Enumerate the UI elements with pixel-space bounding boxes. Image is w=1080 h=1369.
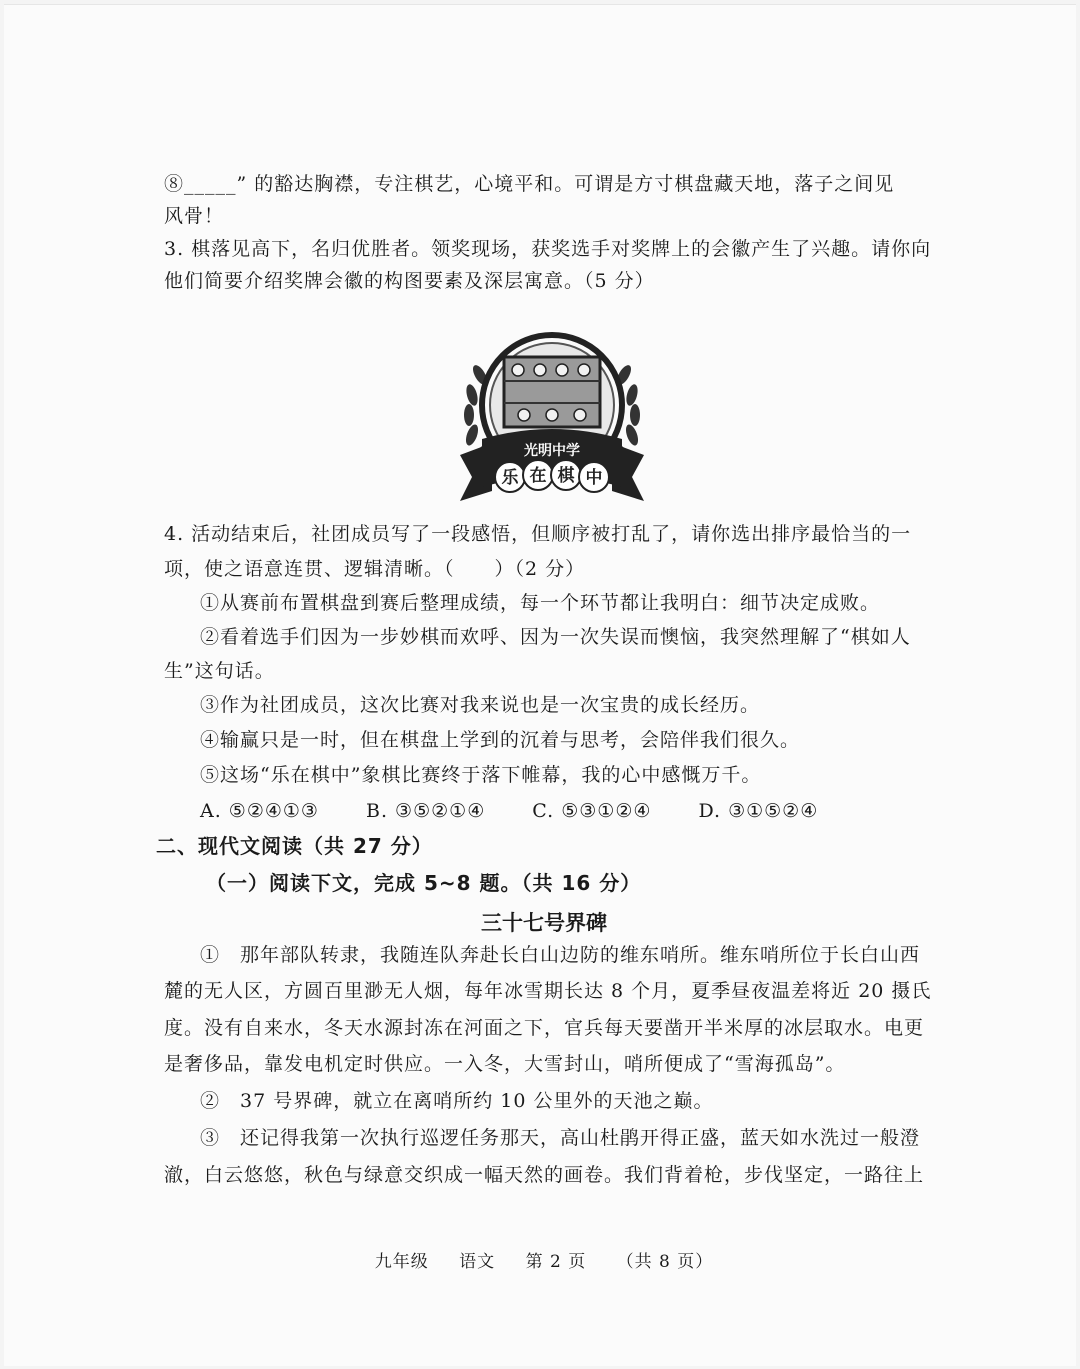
sentence-3: ③作为社团成员，这次比赛对我来说也是一次宝贵的成长经历。: [200, 694, 761, 716]
emblem-slogan-char: 中: [585, 468, 603, 488]
page-footer: [4, 1247, 1080, 1272]
footer-subject: 语文: [459, 1252, 496, 1272]
section-2-subheading: （一）阅读下文，完成 5~8 题。（共 16 分）: [206, 871, 642, 895]
section-2-heading: 二、现代文阅读（共 27 分）: [156, 834, 433, 858]
emblem-school-name: 光明中学: [524, 443, 580, 459]
passage-p1-line4: 是奢侈品，靠发电机定时供应。一入冬，大雪封山，哨所便成了“雪海孤岛”。: [164, 1053, 846, 1075]
emblem-slogan-char: 乐: [501, 468, 519, 488]
sentence-1: ①从赛前布置棋盘到赛后整理成绩，每一个环节都让我明白：细节决定成败。: [200, 592, 881, 614]
sentence-4: ④输赢只是一时，但在棋盘上学到的沉着与思考，会陪伴我们很久。: [200, 729, 801, 751]
passage-p1-line1: ① 那年部队转隶，我随连队奔赴长白山边防的维东哨所。维东哨所位于长白山西: [200, 944, 921, 966]
emblem-slogan-char: 在: [529, 466, 547, 486]
footer-grade: 九年级: [374, 1252, 429, 1272]
passage-p3-line1: ③ 还记得我第一次执行巡逻任务那天，高山杜鹃开得正盛，蓝天如水洗过一般澄: [200, 1127, 921, 1149]
passage-p3-line2: 澈，白云悠悠，秋色与绿意交织成一幅天然的画卷。我们背着枪，步伐坚定，一路往上: [164, 1164, 925, 1186]
option-d: D. ③①⑤②④: [698, 800, 819, 822]
option-a: A. ⑤②④①③: [200, 800, 319, 822]
option-b: B. ③⑤②①④: [366, 800, 486, 822]
exam-page: [4, 4, 1076, 1366]
q2-tail-line1: ⑧_____” 的豁达胸襟，专注棋艺，心境平和。可谓是方寸棋盘藏天地，落子之间见: [164, 173, 895, 195]
sentence-2-part2: 生”这句话。: [164, 660, 275, 682]
answer-options: [200, 798, 858, 824]
passage-title: 三十七号界碑: [481, 911, 607, 935]
emblem-slogan-char: 棋: [557, 466, 575, 486]
question-4-line2: 项，使之语意连贯、逻辑清晰。（ ）（2 分）: [164, 558, 586, 580]
passage-p1-line2: 麓的无人区，方圆百里渺无人烟，每年冰雪期长达 8 个月，夏季昼夜温差将近 20 摄氏: [164, 980, 932, 1002]
chess-club-emblem: [452, 315, 652, 505]
passage-p1-line3: 度。没有自来水，冬天水源封冻在河面之下，官兵每天要凿开半米厚的冰层取水。电更: [164, 1017, 925, 1039]
passage-p2: ② 37 号界碑，就立在离哨所约 10 公里外的天池之巅。: [200, 1090, 714, 1112]
question-3-line2: 他们简要介绍奖牌会徽的构图要素及深层寓意。（5 分）: [164, 270, 655, 292]
sentence-2-part1: ②看着选手们因为一步妙棋而欢呼、因为一次失误而懊恼，我突然理解了“棋如人: [200, 626, 911, 648]
sentence-5: ⑤这场“乐在棋中”象棋比赛终于落下帷幕，我的心中感慨万千。: [200, 764, 762, 786]
option-c: C. ⑤③①②④: [532, 800, 652, 822]
footer-total: （共 8 页）: [616, 1252, 714, 1272]
question-3-line1: 3. 棋落见高下，名归优胜者。领奖现场，获奖选手对奖牌上的会徽产生了兴趣。请你向: [164, 238, 932, 260]
question-4-line1: 4. 活动结束后，社团成员写了一段感悟，但顺序被打乱了，请你选出排序最恰当的一: [164, 523, 912, 545]
q2-tail-line2: 风骨！: [164, 205, 225, 227]
footer-page: 第 2 页: [525, 1252, 587, 1272]
